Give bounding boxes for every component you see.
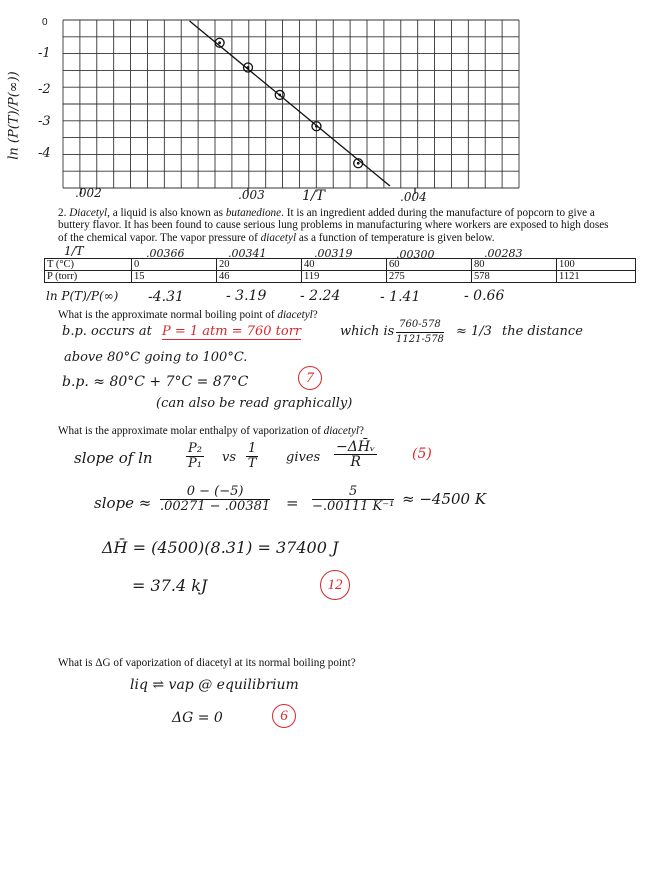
- header-temperature: T (°C): [45, 259, 132, 271]
- header-pressure: P (torr): [45, 271, 132, 283]
- ln-4: - 0.66: [464, 288, 505, 304]
- cell-p-3: 275: [387, 271, 472, 283]
- ln-1: - 3.19: [226, 288, 267, 304]
- cell-p-5: 1121: [557, 271, 636, 283]
- problem-statement: [58, 207, 648, 244]
- x-tick-002: .002: [75, 186, 102, 200]
- q1-pressure-note: P = 1 atm = 760 torr: [161, 324, 302, 339]
- ln-0: -4.31: [148, 289, 184, 305]
- problem-text-1: , a liquid is also known as: [107, 207, 226, 219]
- q1-score-value: 7: [298, 366, 322, 390]
- q1-which-is: which is: [340, 324, 395, 339]
- inv-t-4: .00283: [484, 247, 523, 260]
- compound-alt-name: butanedione: [225, 207, 282, 219]
- q2-slope-frac-2: [312, 485, 394, 514]
- q1-fraction: [396, 318, 444, 347]
- q2-dh: −ΔH̄ᵥ: [336, 439, 376, 455]
- q3-answer-line-2: ΔG = 0: [172, 710, 223, 726]
- q2-n2: 5: [312, 485, 394, 500]
- y-tick-1: -1: [38, 46, 51, 61]
- q2-slope-result: ≈ −4500 K: [402, 490, 487, 508]
- q2-slope-frac-1: [160, 485, 270, 514]
- cell-t-4: 80: [472, 259, 557, 271]
- cell-t-5: 100: [557, 259, 636, 271]
- q1-distance: the distance: [502, 324, 583, 339]
- best-fit-line: [190, 21, 390, 186]
- data-point-center: [218, 41, 221, 44]
- q1-compound: diacetyl: [277, 309, 313, 321]
- problem-text-3: buttery flavor. It has been found to cause serious lung problems in manufacturing where workers are exposed to high doses: [58, 219, 609, 232]
- q1-answer-line-3: b.p. ≈ 80°C + 7°C = 87°C: [62, 374, 249, 390]
- x-axis-label: 1/T: [302, 188, 325, 204]
- x-tick-004: .004: [400, 190, 427, 204]
- q2-n1: 0 − (−5): [160, 485, 270, 500]
- q2-d2: −.00111 K⁻¹: [312, 499, 395, 514]
- q2-score-b-value: 12: [320, 570, 350, 600]
- q2-p1: P₁: [188, 456, 202, 471]
- q2-inv-t: [246, 442, 258, 471]
- compound-name: Diacetyl: [69, 207, 108, 219]
- q2-vs: vs: [222, 450, 237, 465]
- problem-text-4: of the chemical vapor. The vapor pressure of: [58, 231, 261, 244]
- q1-score: [298, 366, 322, 390]
- data-point-center: [315, 125, 318, 128]
- problem-number: 2.: [58, 207, 67, 219]
- cell-p-0: 15: [132, 271, 217, 283]
- data-point-center: [247, 66, 250, 69]
- table-row-temperature: [45, 259, 636, 271]
- q1-answer-line-2: above 80°C going to 100°C.: [64, 350, 248, 365]
- y-axis-label: ln (P(T)/P(∞)): [6, 71, 22, 160]
- question-boiling-point: [58, 309, 318, 321]
- inv-t-0: .00366: [146, 247, 185, 260]
- q2-text: What is the approximate molar enthalpy of vaporization of: [58, 425, 324, 437]
- inv-t-3: .00300: [396, 248, 435, 261]
- q2-enthalpy-kj: = 37.4 kJ: [132, 576, 208, 595]
- q2-one: 1: [248, 441, 257, 456]
- ln-3: - 1.41: [380, 289, 421, 305]
- q2-score-b: [320, 570, 350, 600]
- q1-bp-occurs: b.p. occurs at: [62, 324, 152, 339]
- q1-frac-num: 760-578: [396, 318, 444, 333]
- cell-p-2: 119: [302, 271, 387, 283]
- problem-text-5: as a function of temperature is given below.: [296, 231, 495, 244]
- cell-t-2: 40: [302, 259, 387, 271]
- question-gibbs: What is ΔG of vaporization of diacetyl at its normal boiling point?: [58, 657, 356, 669]
- cell-t-0: 0: [132, 259, 217, 271]
- q1-frac-den: 1121-578: [396, 334, 444, 345]
- q2-slope-of: slope of ln: [74, 449, 153, 467]
- question-enthalpy: [58, 425, 364, 437]
- q2-p-ratio: [186, 442, 204, 471]
- table-row-pressure: [45, 271, 636, 283]
- y-tick-3: -3: [38, 114, 51, 129]
- inv-t-2: .00319: [314, 247, 353, 260]
- q1-approx: ≈ 1/3: [456, 324, 492, 339]
- q1-answer-line-1: [62, 324, 301, 339]
- data-point-center: [357, 162, 360, 165]
- vapor-pressure-table: [44, 258, 636, 283]
- inv-t-1: .00341: [228, 247, 267, 260]
- graph-section: [0, 0, 664, 204]
- q2-compound: diacetyl: [323, 425, 360, 437]
- ln-label: ln P(T)/P(∞): [46, 289, 119, 303]
- q3-score-value: 6: [272, 704, 296, 728]
- y-tick-4: -4: [38, 146, 51, 161]
- q2-dh-over-r: [334, 440, 377, 469]
- q2-equals: =: [286, 494, 299, 512]
- cell-t-3: 60: [387, 259, 472, 271]
- y-tick-2: -2: [38, 82, 51, 97]
- problem-text-2: . It is an ingredient added during the manufacture of popcorn to give a: [281, 207, 595, 219]
- q2-r: R: [350, 454, 361, 470]
- q3-answer-line-1: liq ⇌ vap @ equilibrium: [130, 677, 299, 693]
- data-point-center: [278, 94, 281, 97]
- compound-name-2: diacetyl: [260, 231, 297, 244]
- q2-gives: gives: [286, 450, 321, 465]
- q2-enthalpy-calc: ΔH̄ = (4500)(8.31) = 37400 J: [102, 538, 339, 557]
- q3-score: [272, 704, 296, 728]
- q1-answer-line-4: (can also be read graphically): [156, 396, 353, 411]
- y-tick-0: 0: [42, 17, 48, 28]
- q2-p2: P₂: [188, 441, 202, 456]
- cell-p-1: 46: [217, 271, 302, 283]
- q2-mark: ?: [359, 425, 365, 437]
- ln-2: - 2.24: [300, 288, 341, 304]
- cell-p-4: 578: [472, 271, 557, 283]
- x-tick-003: .003: [238, 188, 265, 202]
- cell-t-1: 20: [217, 259, 302, 271]
- q2-tee: T: [247, 456, 257, 471]
- q2-d1: .00271 − .00381: [160, 499, 271, 514]
- q2-slope-approx: slope ≈: [94, 494, 152, 512]
- q1-mark: ?: [312, 309, 318, 321]
- vapor-pressure-plot: [0, 0, 664, 200]
- q2-score-a: (5): [412, 446, 432, 462]
- inv-t-label: 1/T: [64, 244, 84, 258]
- q1-text: What is the approximate normal boiling point of: [58, 309, 278, 321]
